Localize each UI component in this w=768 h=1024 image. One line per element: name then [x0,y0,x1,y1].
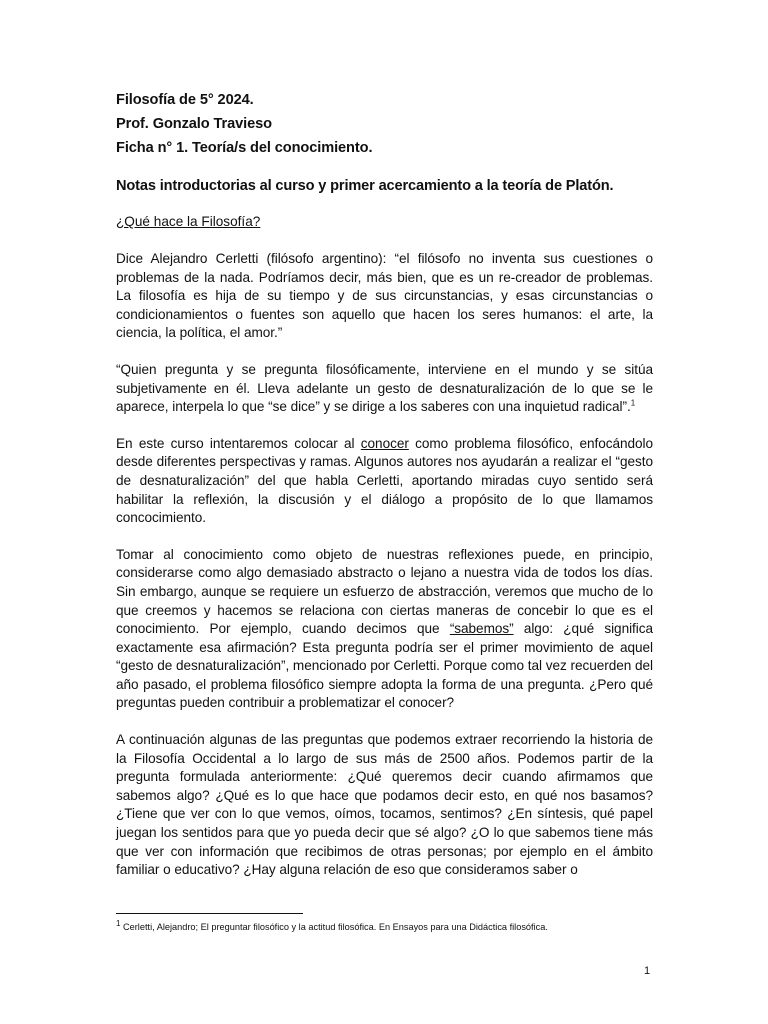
footnote-divider [116,913,303,914]
footnote-text: Cerletti, Alejandro; El preguntar filosófico y la actitud filosófica. En Ensayos para una Didáctica filosófica. [120,922,548,932]
paragraph-3-before: En este curso intentaremos colocar al [116,435,361,451]
paragraph-2 [116,361,653,417]
main-heading: Notas introductorias al curso y primer acercamiento a la teoría de Platón. [116,178,614,194]
footnote [116,918,548,934]
paragraph-4-underlined: “sabemos” [449,621,514,637]
paragraph-3 [116,435,653,528]
paragraph-4 [116,546,653,713]
paragraph-3-after: como problema filosófico, enfocándolo desde diferentes perspectivas y ramas. Algunos autores nos ayudarán a realizar el “gesto de desnaturalización” del que habla Cerletti, aportando miradas cuyo sentido será habilitar la reflexión, la discusión y el diálogo a propósito de lo que llamamos concocimiento. [116,435,653,526]
professor-name: Prof. Gonzalo Travieso [116,116,272,132]
paragraph-4-before: Tomar al conocimiento como objeto de nuestras reflexiones puede, en principio, considerarse como algo demasiado abstracto o lejano a nuestra vida de todos los días. Sin embargo, aunque se requiere un esfuerzo de abstracción, veremos que mucho de lo que creemos y hacemos se relaciona con ciertas maneras de concebir lo que es el conocimiento. Por ejemplo, cuando decimos que [116,546,653,637]
paragraph-1: Dice Alejandro Cerletti (filósofo argentino): “el filósofo no inventa sus cuestiones o problemas de la nada. Podríamos decir, más bien, que es un re-creador de problemas. La filosofía es hija de su tiempo y de sus circunstancias, y esas circunstancias o condicionamientos o fuentes son aquello que hacen los seres humanos: el arte, la ciencia, la política, el amor.” [116,251,653,341]
footnote-number: 1 [116,918,121,928]
course-title: Filosofía de 5° 2024. [116,92,254,108]
section-title: ¿Qué hace la Filosofía? [116,214,261,229]
paragraph-5: A continuación algunas de las preguntas que podemos extraer recorriendo la historia de la Filosofía Occidental a lo largo de sus más de 2500 años. Podemos partir de la pregunta formulada anteriormente: ¿Qué queremos decir cuando afirmamos que sabemos algo? ¿Qué es lo que hace que podamos decir esto, en qué nos basamos? ¿Tiene que ver con lo que vemos, oímos, tocamos, sentimos? ¿En síntesis, qué papel juegan los sentidos para que yo pueda decir que sé algo? ¿O lo que sabemos tiene más que ver con información que recibimos de otras personas; por ejemplo en el ámbito familiar o educativo? ¿Hay alguna relación de eso que consideramos saber o [116,732,653,878]
paragraph-2-text: “Quien pregunta y se pregunta filosóficamente, interviene en el mundo y se sitúa subjetivamente en él. Lleva adelante un gesto de desnaturalización de lo que se le aparece, interpela lo que “se dice” y se dirige a los saberes con una inquietud radical”. [116,361,653,415]
footnote-ref: 1 [630,398,636,408]
worksheet-title: Ficha n° 1. Teoría/s del conocimiento. [116,140,373,156]
paragraph-3-underlined: conocer [360,435,409,451]
paragraph-4-after: algo: ¿qué significa exactamente esa afirmación? Esta pregunta podría ser el primer movimiento de aquel “gesto de desnaturalización”, mencionado por Cerletti. Porque como tal vez recuerden del año pasado, el problema filosófico siempre adopta la forma de una pregunta. ¿Pero qué preguntas pueden contribuir a problematizar el conocer? [116,621,653,711]
page-number: 1 [644,965,651,977]
document-page [116,88,653,880]
